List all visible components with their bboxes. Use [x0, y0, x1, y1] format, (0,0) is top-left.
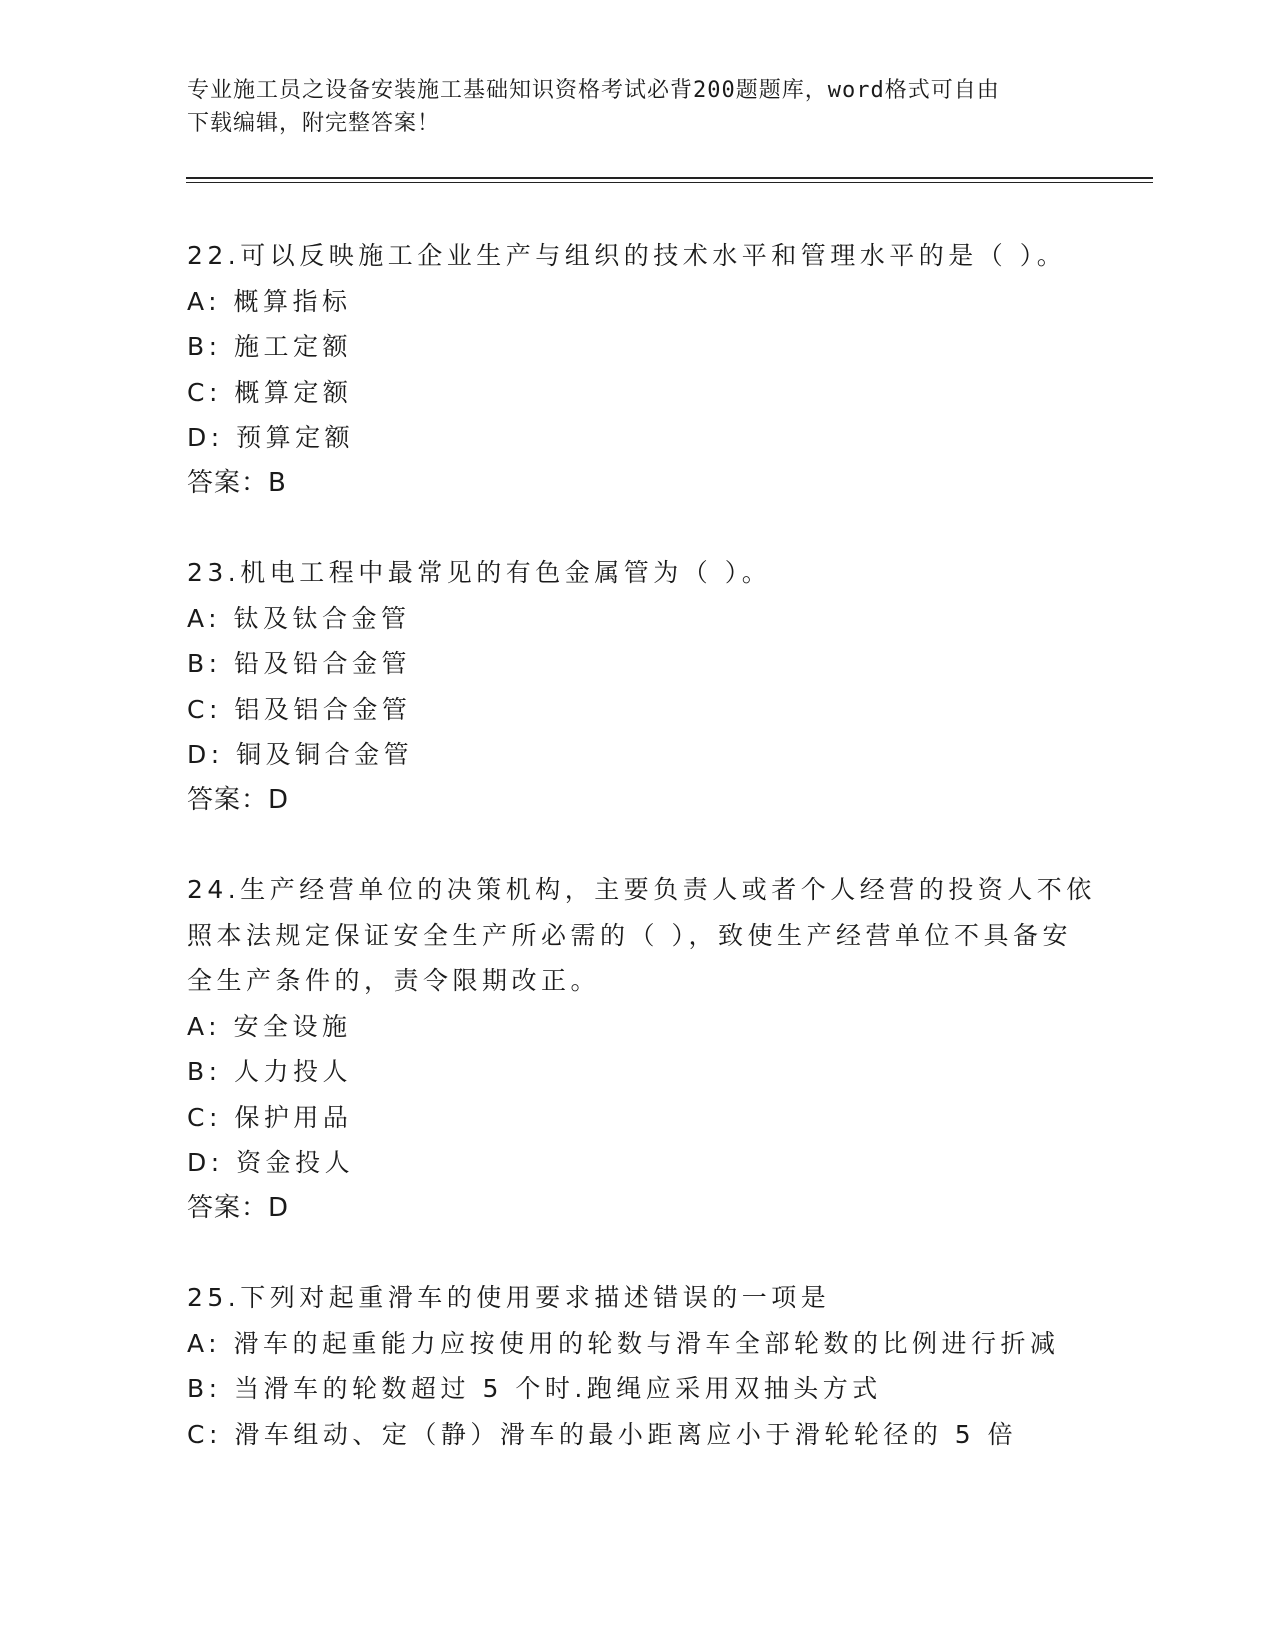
option-c: C: 滑车组动、定（静）滑车的最小距离应小于滑轮轮径的 5 倍 [187, 1419, 1018, 1449]
header-divider-thick [186, 177, 1153, 179]
option-a: A: 安全设施 [187, 1011, 352, 1041]
option-d: D: 铜及铜合金管 [187, 740, 414, 769]
question-stem-line: 全生产条件的，责令限期改正。 [187, 966, 601, 995]
question-stem-line: 24.生产经营单位的决策机构，主要负责人或者个人经营的投资人不依 [187, 875, 1096, 904]
question-list [187, 233, 1096, 1501]
question-stem [187, 550, 1087, 596]
question-stem-line: 23.机电工程中最常见的有色金属管为（ ）。 [187, 558, 772, 587]
answer: 答案：D [187, 784, 290, 815]
question-25 [187, 1275, 1087, 1457]
option-a: A: 滑车的起重能力应按使用的轮数与滑车全部轮数的比例进行折减 [187, 1328, 1060, 1358]
option-b: B: 人力投人 [187, 1057, 353, 1086]
answer: 答案：D [187, 1192, 290, 1223]
header-line-1: 专业施工员之设备安装施工基础知识资格考试必背200题题库，word格式可自由 [187, 78, 1000, 103]
question-24 [187, 867, 1096, 1231]
header-divider-thin [186, 182, 1153, 183]
document-header [187, 74, 1067, 140]
question-stem [187, 867, 1096, 1004]
question-stem-line: 25.下列对起重滑车的使用要求描述错误的一项是 [187, 1283, 831, 1312]
option-b: B: 施工定额 [187, 332, 353, 361]
option-b: B: 当滑车的轮数超过 5 个时.跑绳应采用双抽头方式 [187, 1374, 882, 1403]
answer: 答案：B [187, 467, 287, 498]
question-stem [187, 1275, 1087, 1321]
question-stem [187, 233, 1087, 279]
header-line-2: 下载编辑，附完整答案！ [187, 111, 441, 136]
option-a: A: 概算指标 [187, 286, 352, 316]
question-22 [187, 233, 1087, 506]
option-c: C: 概算定额 [187, 377, 353, 407]
question-stem-line: 照本法规定保证安全生产所必需的（ ），致使生产经营单位不具备安 [187, 920, 1072, 950]
option-d: D: 预算定额 [187, 423, 355, 452]
option-d: D: 资金投人 [187, 1148, 355, 1177]
option-b: B: 铅及铅合金管 [187, 649, 412, 678]
option-c: C: 保护用品 [187, 1102, 353, 1132]
option-a: A: 钛及钛合金管 [187, 603, 411, 633]
question-23 [187, 550, 1087, 823]
question-stem-line: 22.可以反映施工企业生产与组织的技术水平和管理水平的是（ ）。 [187, 241, 1067, 270]
option-c: C: 铝及铝合金管 [187, 694, 412, 724]
